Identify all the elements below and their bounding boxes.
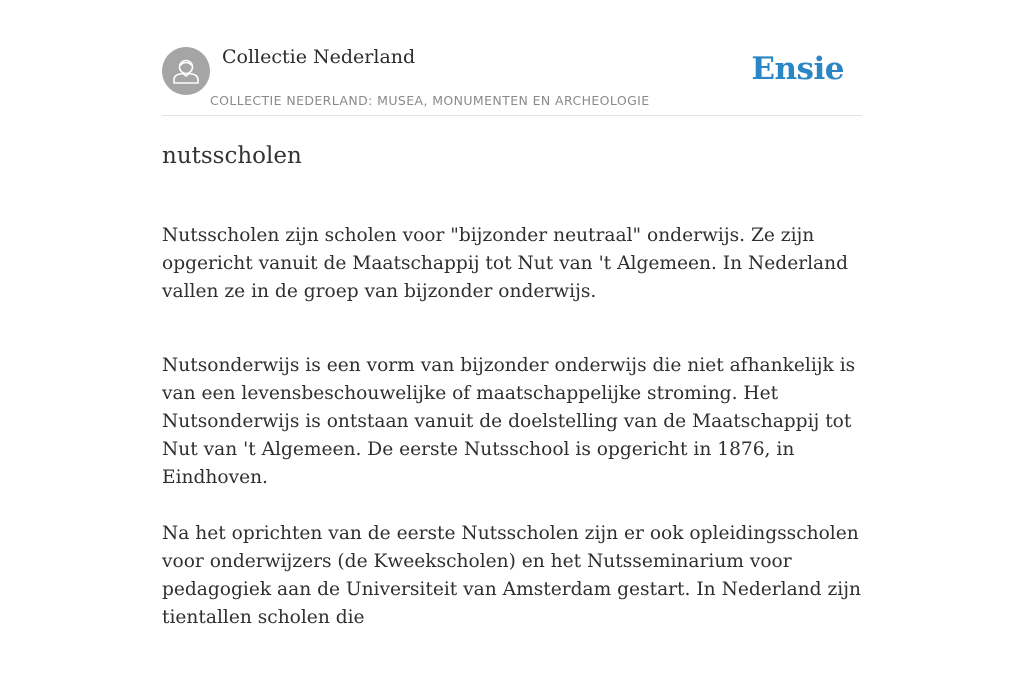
collection-subtitle[interactable]: COLLECTIE NEDERLAND: MUSEA, MONUMENTEN EN ARCHEOLOGIE — [210, 93, 650, 108]
user-silhouette-icon — [162, 47, 210, 95]
ensie-logo[interactable]: Ensie — [751, 51, 844, 87]
page-title: nutsscholen — [162, 143, 302, 169]
article-paragraph-1: Nutsscholen zijn scholen voor "bijzonder neutraal" onderwijs. Ze zijn opgericht vanuit de Maatschappij tot Nut van 't Algemeen. In Nederland vallen ze in de groep van bijzonder onderwijs. — [162, 225, 848, 302]
author-name[interactable]: Collectie Nederland — [222, 46, 416, 68]
page — [162, 0, 862, 678]
article-content — [162, 194, 862, 678]
avatar[interactable] — [162, 47, 210, 95]
header — [162, 0, 862, 116]
article-paragraph-2: Nutsonderwijs is een vorm van bijzonder onderwijs die niet afhankelijk is van een levensbeschouwelijke of maatschappelijke stroming. Het Nutsonderwijs is ontstaan vanuit de doelstelling van de Maatschappij tot Nut van 't Algemeen. De eerste Nutsschool is opgericht in 1876, in Eindhoven. Na het oprichten van de eerste Nutsscholen zijn er ook opleidingsscholen voor onderwijzers (de Kweekscholen) en het Nutsseminarium voor pedagogiek aan de Universiteit van Amsterdam gestart. In Nederland zijn tientallen scholen die — [162, 355, 861, 628]
